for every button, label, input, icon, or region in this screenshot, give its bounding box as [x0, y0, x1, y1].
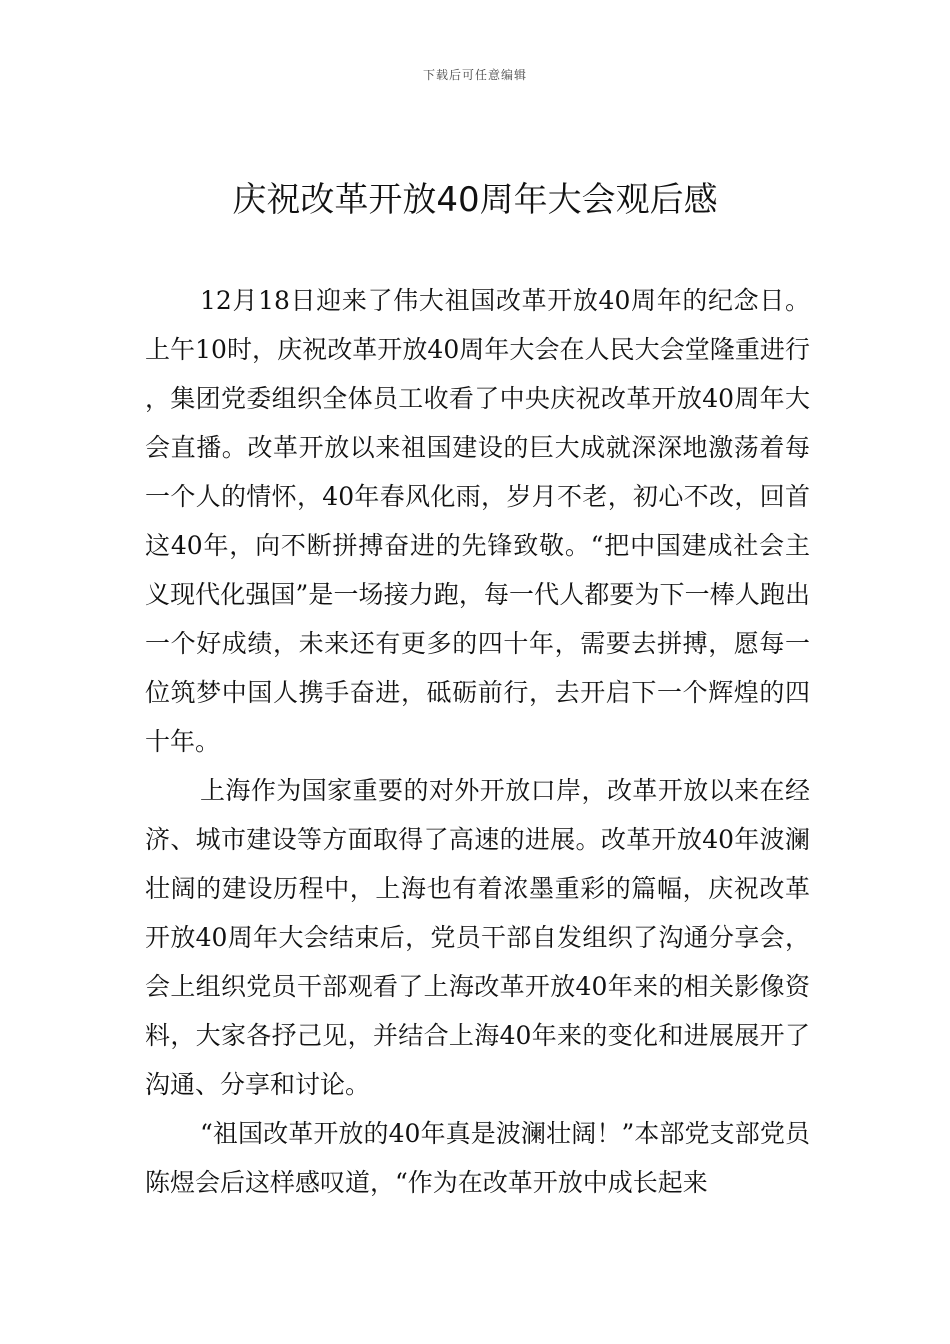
paragraph-1: 12月18日迎来了伟大祖国改革开放40周年的纪念日。上午10时，庆祝改革开放40周年大会在人民大会堂隆重进行，集团党委组织全体员工收看了中央庆祝改革开放40周年大会直播。改革开放以来祖国建设的巨大成就深深地激荡着每一个人的情怀，40年春风化雨，岁月不老，初心不改，回首这40年，向不断拼搏奋进的先锋致敬。“把中国建成社会主义现代化强国”是一场接力跑，每一代人都要为下一棒人跑出一个好成绩，未来还有更多的四十年，需要去拼搏，愿每一位筑梦中国人携手奋进，砥砺前行，去开启下一个辉煌的四十年。 — [145, 286, 810, 756]
document-body — [145, 276, 810, 1207]
paragraph-2: 上海作为国家重要的对外开放口岸，改革开放以来在经济、城市建设等方面取得了高速的进展。改革开放40年波澜壮阔的建设历程中，上海也有着浓墨重彩的篇幅，庆祝改革开放40周年大会结束后，党员干部自发组织了沟通分享会，会上组织党员干部观看了上海改革开放40年来的相关影像资料，大家各抒己见，并结合上海40年来的变化和进展展开了沟通、分享和讨论。 — [145, 776, 810, 1099]
header-note: 下载后可任意编辑 — [422, 68, 527, 82]
paragraph-3: “祖国改革开放的40年真是波澜壮阔！”本部党支部党员陈煜会后这样感叹道，“作为在改革开放中成长起来 — [145, 1119, 810, 1197]
document-title: 庆祝改革开放40周年大会观后感 — [232, 180, 718, 220]
